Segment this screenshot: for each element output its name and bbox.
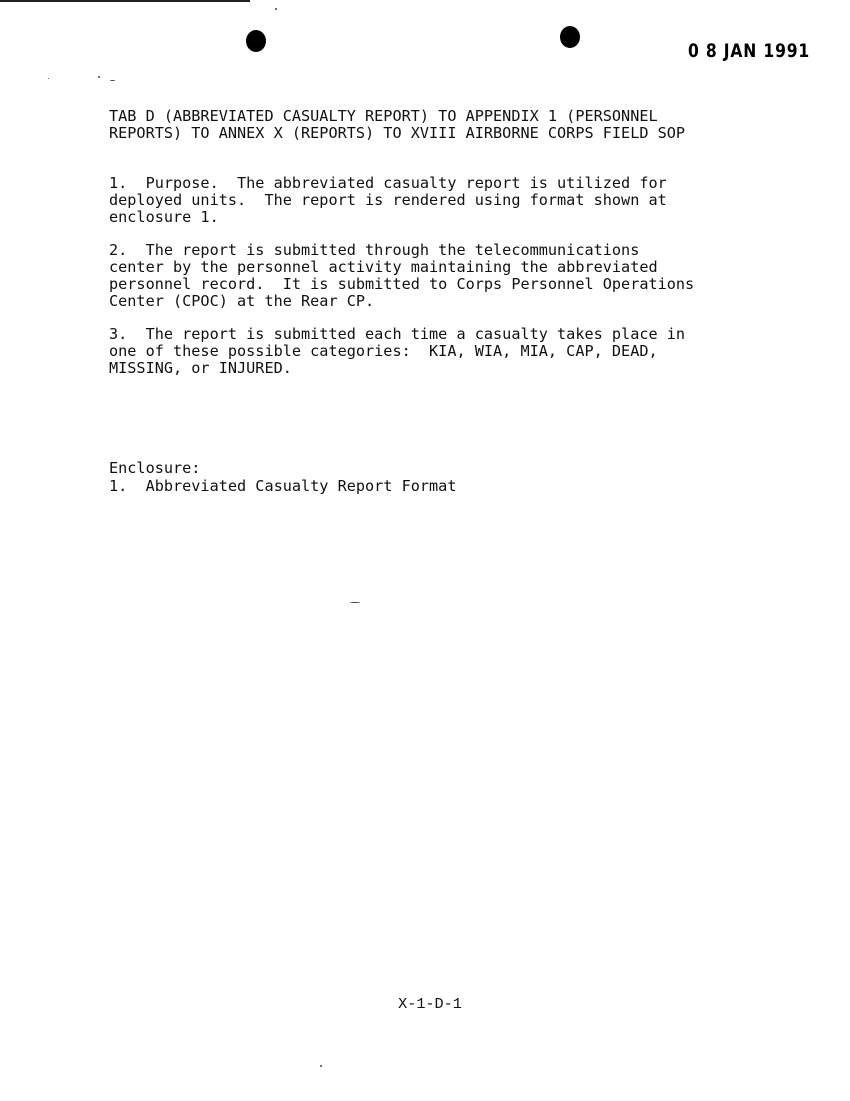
enclosure-item: 1. Abbreviated Casualty Report Format <box>109 477 457 495</box>
scan-speck <box>275 8 277 10</box>
scan-speck <box>320 1065 322 1067</box>
page-number: X-1-D-1 <box>398 995 462 1013</box>
scan-speck <box>110 80 115 81</box>
paragraph-purpose: 1. Purpose. The abbreviated casualty report is utilized for deployed units. The report is rendered using format shown at enclosure 1. <box>109 174 667 226</box>
punch-hole-right <box>560 26 580 48</box>
date-stamp: 0 8 JAN 1991 <box>688 40 811 62</box>
paragraph-categories: 3. The report is submitted each time a casualty takes place in one of these possible categories: KIA, WIA, MIA, CAP, DEAD, MISSING, or INJURED. <box>109 325 686 377</box>
punch-hole-left <box>246 30 266 52</box>
enclosure-label: Enclosure: <box>109 459 201 477</box>
scan-speck <box>350 602 360 603</box>
document-heading: TAB D (ABBREVIATED CASUALTY REPORT) TO APPENDIX 1 (PERSONNEL REPORTS) TO ANNEX X (REPORTS) TO XVIII AIRBORNE CORPS FIELD SOP <box>109 107 686 142</box>
scan-speck <box>48 78 49 79</box>
scan-speck <box>98 76 100 78</box>
scan-edge-line <box>0 0 250 2</box>
paragraph-submission: 2. The report is submitted through the telecommunications center by the personnel activity maintaining the abbreviated personnel record. It is submitted to Corps Personnel Operations Center (CPOC) at the Rear CP. <box>109 241 695 310</box>
